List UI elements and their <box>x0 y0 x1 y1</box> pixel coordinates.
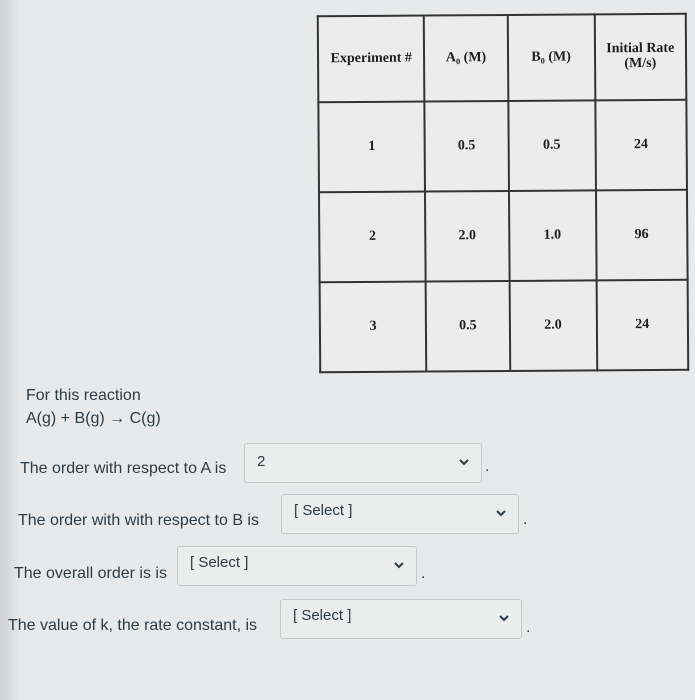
order-b-select[interactable] <box>281 494 519 534</box>
question-order-a-label: The order with respect to A is <box>20 460 227 477</box>
cell-b0: 1.0 <box>509 190 597 281</box>
experiment-data-table <box>317 13 689 374</box>
cell-b0: 0.5 <box>508 100 596 191</box>
cell-b0: 2.0 <box>509 280 597 371</box>
rate-constant-value: [ Select ] <box>293 607 352 624</box>
cell-experiment: 2 <box>319 192 426 283</box>
order-b-value: [ Select ] <box>294 502 353 519</box>
cell-a0: 0.5 <box>426 281 510 372</box>
header-b0: B₀ (M) <box>507 14 595 101</box>
cell-rate: 24 <box>596 280 688 371</box>
question-order-b-label: The order with with respect to B is <box>18 512 259 529</box>
question-rate-constant-label: The value of k, the rate constant, is <box>8 617 258 634</box>
table-row <box>319 190 688 283</box>
header-initial-rate: Initial Rate (M/s) <box>594 14 686 101</box>
table-row <box>320 280 689 373</box>
chevron-down-icon <box>497 611 511 625</box>
reaction-equation: A(g) + B(g) → C(g) <box>26 410 161 427</box>
table-row <box>318 100 687 193</box>
chevron-down-icon <box>392 558 406 572</box>
cell-experiment: 1 <box>318 102 425 193</box>
overall-order-select[interactable] <box>177 546 417 586</box>
chevron-down-icon <box>457 455 471 469</box>
header-experiment: Experiment # <box>318 16 425 103</box>
question-overall-order-label: The overall order is is <box>14 565 167 582</box>
header-a0: A₀ (M) <box>424 15 508 102</box>
cell-rate: 96 <box>596 190 688 281</box>
cell-a0: 0.5 <box>425 101 509 192</box>
cell-a0: 2.0 <box>425 191 509 282</box>
overall-order-value: [ Select ] <box>190 554 249 571</box>
cell-rate: 24 <box>595 100 687 191</box>
chevron-down-icon <box>494 506 508 520</box>
table-header-row <box>318 14 687 103</box>
cell-experiment: 3 <box>320 282 427 373</box>
reaction-intro: For this reaction <box>26 387 141 404</box>
order-a-value: 2 <box>257 453 266 470</box>
order-a-select[interactable] <box>244 443 482 483</box>
page-edge <box>0 0 18 700</box>
rate-constant-select[interactable] <box>280 599 522 639</box>
